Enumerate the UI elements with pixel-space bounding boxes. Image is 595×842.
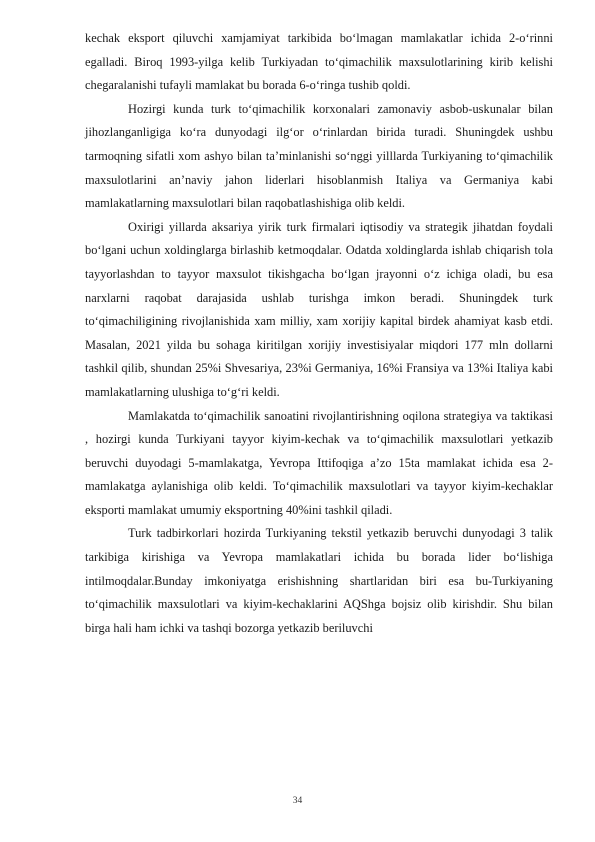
paragraph-2: Hozirgi kunda turk to‘qimachilik korxonalari zamonaviy asbob-uskunalar bilan jihozlanganligiga ko‘ra dunyodagi ilg‘or o‘rinlardan birida turadi. Shuningdek ushbu tarmoqning sifatli xom ashyo bilan ta’minlanishi so‘nggi yilllarda Turkiyaning to‘qimachilik maxsulotlarini an’naviy jahon liderlari hisoblanmish Italiya va Germaniya kabi mamlakatlarning maxsulotlari bilan raqobatlashishiga olib keldi.	[85, 101, 553, 211]
paragraph-1: kechak eksport qiluvchi xamjamiyat tarkibida bo‘lmagan mamlakatlar ichida 2-o‘rinni egalladi. Biroq 1993-yilga kelib Turkiyadan to‘qimachilik maxsulotlarining kirib kelishi chegaralanishi tufayli mamlakat bu borada 6-o‘ringa tushib qoldi.	[85, 31, 553, 93]
page-number: 34	[292, 796, 303, 806]
page-body	[85, 27, 553, 640]
paragraph-3: Oxirigi yillarda aksariya yirik turk firmalari iqtisodiy va strategik jihatdan foydali bo‘lgani uchun xoldinglarga birlashib ketmoqdalar. Odatda xoldinglarda ishlab chiqarish tola tayyorlashdan to tayyor maxsulot tikishgacha bo‘lgan jrayonni o‘z ichiga oladi, bu esa narxlarni raqobat darajasida ushlab turishga imkon beradi. Shuningdek turk to‘qimachiligining rivojlanishida xam milliy, xam xorijiy kapital birdek ahamiyat kasb etdi. Masalan, 2021 yilda bu sohaga kiritilgan xorijiy investisiyalar miqdori 177 mln dollarni tashkil qilib, shundan 25%i Shvesariya, 23%i Germaniya, 16%i Fransiya va 13%i Italiya kabi mamlakatlarning ulushiga to‘g‘ri keldi.	[85, 219, 553, 399]
paragraph-5: Turk tadbirkorlari hozirda Turkiyaning tekstil yetkazib beruvchi dunyodagi 3 talik tarkibiga kirishiga va Yevropa mamlakatlari ichida bu borada lider bo‘lishiga intilmoqdalar.Bunday imkoniyatga erishishning shartlaridan biri esa bu-Turkiyaning to‘qimachilik maxsulotlari va kiyim-kechaklarini AQShga bojsiz olib kirishdir. Shu bilan birga hali ham ichki va tashqi bozorga yetkazib beriluvchi	[85, 526, 553, 635]
paragraph-4: Mamlakatda to‘qimachilik sanoatini rivojlantirishning oqilona strategiya va taktikasi , hozirgi kunda Turkiyani tayyor kiyim-kechak va to‘qimachilik maxsulotlari yetkazib beruvchi duyodagi 5-mamlakatga, Yevropa Ittifoqiga a’zo 15ta mamlakat ichida esa 2-mamlakatga aylanishiga olib keldi. To‘qimachilik maxsulotlari va tayyor kiyim-kechaklar eksporti mamlakat umumiy eksportning 40%ini tashkil qiladi.	[85, 408, 553, 517]
